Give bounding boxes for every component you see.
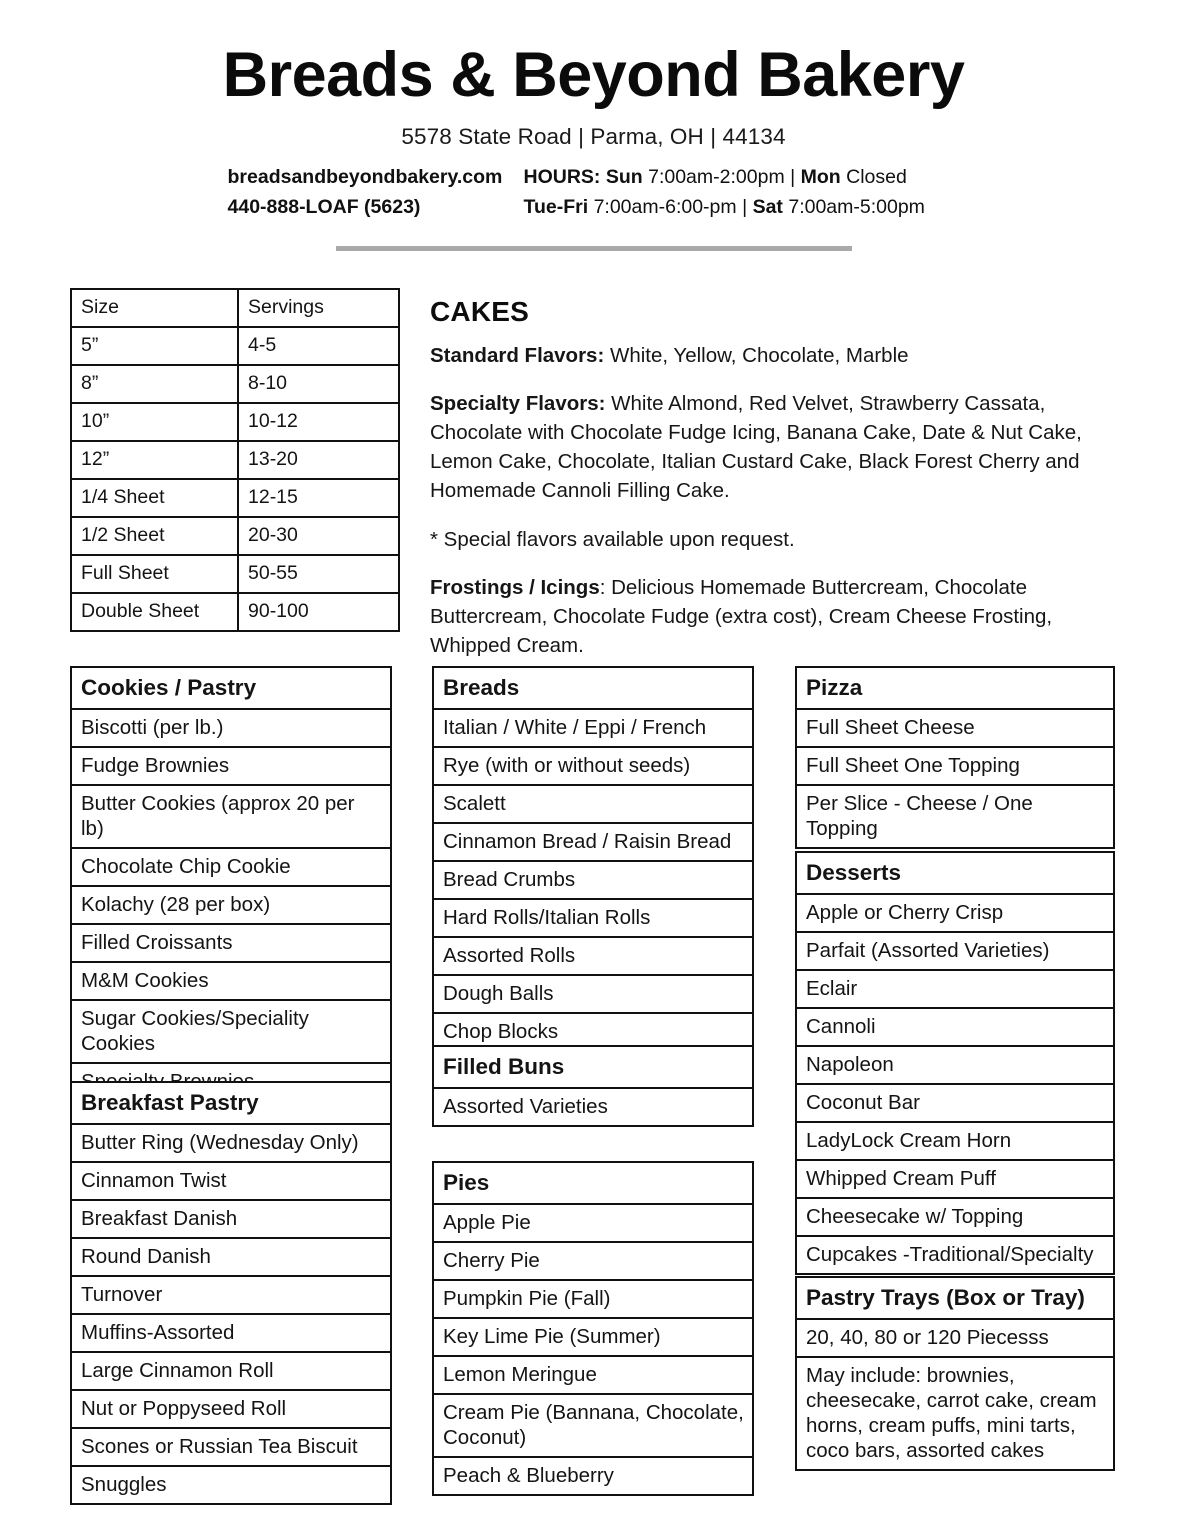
page-title: Breads & Beyond Bakery bbox=[222, 40, 965, 110]
size-table-row bbox=[72, 518, 398, 556]
menu-item-row: Sugar Cookies/Speciality Cookies bbox=[72, 1001, 390, 1064]
table-title: Pizza bbox=[797, 668, 1113, 710]
menu-item-row: Lemon Meringue bbox=[434, 1357, 752, 1395]
size-cell: 1/4 Sheet bbox=[72, 480, 239, 516]
cakes-section bbox=[430, 296, 1120, 660]
menu-item-row: Parfait (Assorted Varieties) bbox=[797, 933, 1113, 971]
table-breakfast-pastry bbox=[70, 1081, 392, 1505]
size-cell: Full Sheet bbox=[72, 556, 239, 592]
menu-item-row: Bread Crumbs bbox=[434, 862, 752, 900]
menu-item-row: Pumpkin Pie (Fall) bbox=[434, 1281, 752, 1319]
menu-item-row: Full Sheet One Topping bbox=[797, 748, 1113, 786]
hours-day-tuefri: Tue-Fri bbox=[523, 196, 589, 219]
menu-item-row: Dough Balls bbox=[434, 976, 752, 1014]
table-desserts bbox=[795, 851, 1115, 1275]
menu-item-row: Breakfast Danish bbox=[72, 1201, 390, 1239]
menu-item-row: Per Slice - Cheese / One Topping bbox=[806, 792, 1033, 841]
size-table-row bbox=[72, 328, 398, 366]
specialty-flavors-line bbox=[430, 389, 1120, 505]
menu-item-row: Butter Cookies (approx 20 per lb) bbox=[72, 786, 390, 849]
menu-item-row: Scones or Russian Tea Biscuit bbox=[72, 1429, 390, 1467]
menu-item-row: Napoleon bbox=[797, 1047, 1113, 1085]
menu-item-row: Rye (with or without seeds) bbox=[434, 748, 752, 786]
specialty-flavors-label: Specialty Flavors: bbox=[430, 392, 606, 416]
menu-item-row: Cheesecake w/ Topping bbox=[797, 1199, 1113, 1237]
size-table-row bbox=[72, 366, 398, 404]
special-flavors-note: * Special flavors available upon request. bbox=[430, 527, 795, 551]
specialty-flavors-text: White Almond, Red Velvet, Strawberry Cassata, Chocolate with Chocolate Fudge Icing, Banana Cake, Date & Nut Cake, Lemon Cake, Chocolate, Italian Custard Cake, Black Forest Cherry and Homemade Cannoli Filling Cake. bbox=[430, 392, 1082, 503]
menu-item-row: Muffins-Assorted bbox=[72, 1315, 390, 1353]
menu-item-row: Apple Pie bbox=[434, 1205, 752, 1243]
size-table-row bbox=[72, 594, 398, 630]
hours-sep-1: | bbox=[790, 166, 796, 188]
menu-item-row: Cupcakes -Traditional/Specialty bbox=[806, 1243, 1094, 1267]
menu-item-row: Butter Ring (Wednesday Only) bbox=[72, 1125, 390, 1163]
servings-cell: 20-30 bbox=[248, 524, 298, 546]
size-table-col-header: Size bbox=[72, 290, 239, 326]
table-breads bbox=[432, 666, 754, 1052]
menu-item-row: Whipped Cream Puff bbox=[797, 1161, 1113, 1199]
standard-flavors-line bbox=[430, 341, 1120, 370]
menu-item-row: Cinnamon Bread / Raisin Bread bbox=[434, 824, 752, 862]
menu-item-row: Nut or Poppyseed Roll bbox=[72, 1391, 390, 1429]
size-cell: 1/2 Sheet bbox=[72, 518, 239, 554]
menu-item-row: Hard Rolls/Italian Rolls bbox=[434, 900, 752, 938]
menu-item-row: Peach & Blueberry bbox=[443, 1464, 614, 1488]
hours-label: HOURS: bbox=[523, 166, 601, 188]
menu-item-row: Full Sheet Cheese bbox=[797, 710, 1113, 748]
menu-item-row: Fudge Brownies bbox=[72, 748, 390, 786]
size-table-row bbox=[72, 404, 398, 442]
standard-flavors-label: Standard Flavors: bbox=[430, 344, 605, 367]
cakes-heading: CAKES bbox=[430, 296, 530, 327]
menu-item-row: Large Cinnamon Roll bbox=[72, 1353, 390, 1391]
menu-item-row: Kolachy (28 per box) bbox=[72, 887, 390, 925]
table-title: Breads bbox=[434, 668, 752, 710]
size-table-row bbox=[72, 480, 398, 518]
size-table-col-header: Servings bbox=[248, 296, 324, 318]
menu-item-row: Italian / White / Eppi / French bbox=[434, 710, 752, 748]
menu-item-row: Cream Pie (Bannana, Chocolate, Coconut) bbox=[434, 1395, 752, 1458]
website-link[interactable]: breadsandbeyondbakery.com bbox=[227, 166, 503, 188]
table-cookies-pastry bbox=[70, 666, 392, 1140]
size-cell: Double Sheet bbox=[72, 594, 239, 630]
menu-item-row: Chocolate Chip Cookie bbox=[72, 849, 390, 887]
menu-item-row: May include: brownies, cheesecake, carrot cake, cream horns, cream puffs, mini tarts, coco bars, assorted cakes bbox=[806, 1364, 1097, 1463]
menu-item-row: Filled Croissants bbox=[72, 925, 390, 963]
hours-block bbox=[524, 162, 994, 222]
servings-cell: 50-55 bbox=[248, 562, 298, 584]
menu-item-row: M&M Cookies bbox=[72, 963, 390, 1001]
frostings-text: : Delicious Homemade Buttercream, Chocolate Buttercream, Chocolate Fudge (extra cost), Cream Cheese Frosting, Whipped Cream. bbox=[430, 575, 1053, 657]
table-title: Filled Buns bbox=[434, 1047, 752, 1089]
menu-item-row: Round Danish bbox=[72, 1239, 390, 1277]
menu-item-row: Coconut Bar bbox=[797, 1085, 1113, 1123]
menu-item-row: Chop Blocks bbox=[443, 1020, 559, 1044]
contact-and-hours bbox=[0, 162, 1187, 222]
phone-number[interactable]: 440-888-LOAF (5623) bbox=[227, 196, 421, 219]
table-pizza bbox=[795, 666, 1115, 849]
servings-cell: 10-12 bbox=[248, 410, 298, 432]
menu-item-row: Snuggles bbox=[81, 1473, 167, 1497]
size-cell: 10” bbox=[72, 404, 239, 440]
size-cell: 5” bbox=[72, 328, 239, 364]
menu-item-row: Cinnamon Twist bbox=[72, 1163, 390, 1201]
table-title: Pastry Trays (Box or Tray) bbox=[797, 1278, 1113, 1320]
servings-cell: 8-10 bbox=[248, 372, 288, 394]
size-table-header-row bbox=[72, 290, 398, 328]
table-pies bbox=[432, 1161, 754, 1496]
menu-item-row: Key Lime Pie (Summer) bbox=[434, 1319, 752, 1357]
hours-time-mon: Closed bbox=[846, 166, 907, 188]
menu-item-row: Assorted Rolls bbox=[434, 938, 752, 976]
hours-day-mon: Mon bbox=[800, 166, 841, 188]
cake-size-table bbox=[70, 288, 400, 632]
frostings-line bbox=[430, 573, 1120, 660]
menu-item-row: Scalett bbox=[434, 786, 752, 824]
header-divider bbox=[336, 246, 852, 251]
table-title: Pies bbox=[434, 1163, 752, 1205]
servings-cell: 90-100 bbox=[248, 600, 309, 622]
hours-day-sat: Sat bbox=[752, 196, 783, 219]
menu-item-row: 20, 40, 80 or 120 Piecesss bbox=[797, 1320, 1113, 1358]
menu-item-row: Cherry Pie bbox=[434, 1243, 752, 1281]
menu-item-row: Eclair bbox=[797, 971, 1113, 1009]
servings-cell: 4-5 bbox=[248, 334, 277, 356]
size-cell: 8” bbox=[72, 366, 239, 402]
menu-item-row: LadyLock Cream Horn bbox=[797, 1123, 1113, 1161]
size-table-row bbox=[72, 556, 398, 594]
menu-item-row: Turnover bbox=[72, 1277, 390, 1315]
hours-time-tuefri: 7:00am-6:00-pm bbox=[593, 196, 737, 219]
table-pastry-trays bbox=[795, 1276, 1115, 1471]
menu-item-row: Assorted Varieties bbox=[443, 1095, 608, 1119]
table-title: Desserts bbox=[797, 853, 1113, 895]
page-header bbox=[0, 0, 1187, 251]
contact-block bbox=[194, 162, 524, 222]
standard-flavors-text: White, Yellow, Chocolate, Marble bbox=[604, 344, 909, 367]
table-title: Breakfast Pastry bbox=[72, 1083, 390, 1125]
table-title: Cookies / Pastry bbox=[72, 668, 390, 710]
hours-time-sun: 7:00am-2:00pm bbox=[648, 166, 785, 188]
size-table-row bbox=[72, 442, 398, 480]
address-line: 5578 State Road | Parma, OH | 44134 bbox=[401, 124, 786, 149]
table-filled-buns bbox=[432, 1045, 754, 1127]
hours-time-sat: 7:00am-5:00pm bbox=[788, 196, 925, 219]
frostings-label: Frostings / Icings bbox=[430, 575, 600, 599]
menu-item-row: Cannoli bbox=[797, 1009, 1113, 1047]
menu-item-row: Apple or Cherry Crisp bbox=[797, 895, 1113, 933]
hours-row-1 bbox=[524, 162, 994, 192]
servings-cell: 12-15 bbox=[248, 486, 298, 508]
size-cell: 12” bbox=[72, 442, 239, 478]
hours-sep-2: | bbox=[742, 196, 748, 219]
menu-item-row: Biscotti (per lb.) bbox=[72, 710, 390, 748]
hours-day-sun: Sun bbox=[605, 166, 643, 188]
hours-row-2 bbox=[524, 192, 994, 222]
servings-cell: 13-20 bbox=[248, 448, 298, 470]
